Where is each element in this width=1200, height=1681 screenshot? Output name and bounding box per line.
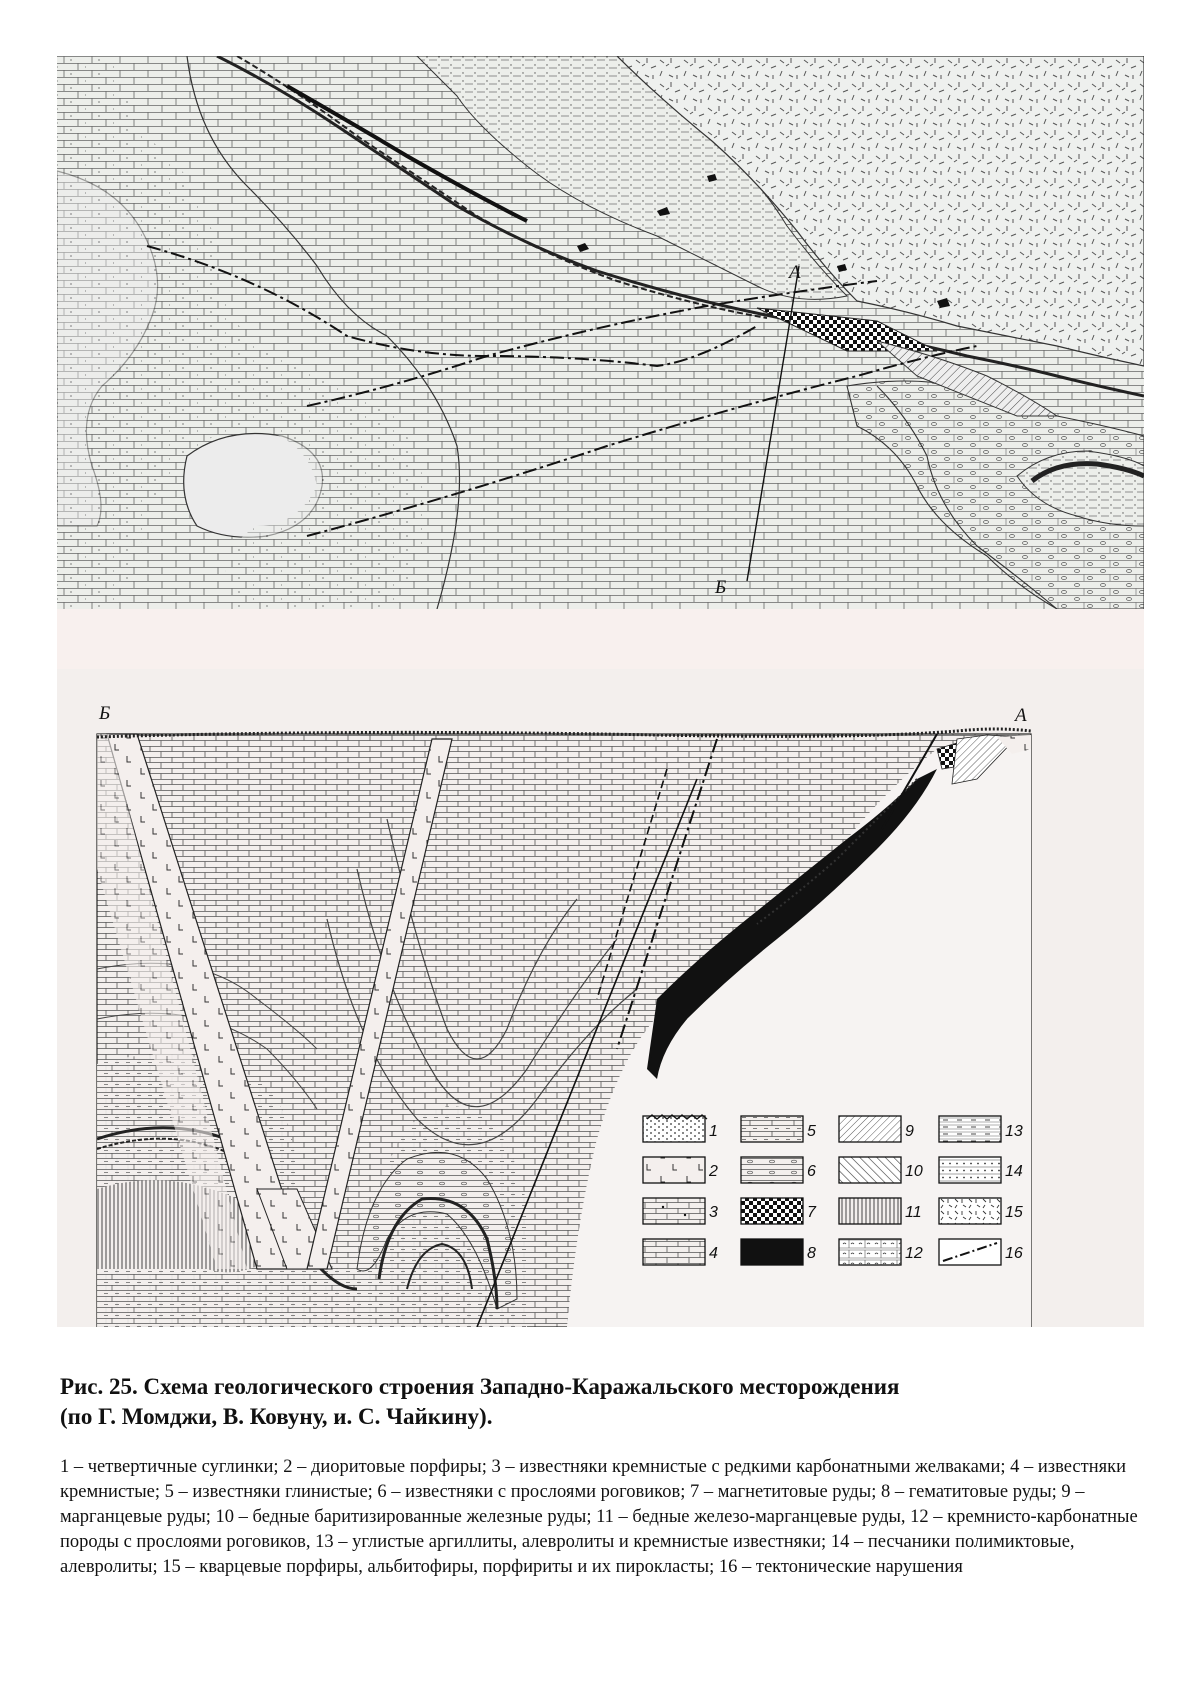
svg-text:1: 1 (709, 1123, 718, 1140)
geological-cross-section (57, 669, 1144, 1327)
panel-gap (57, 609, 1144, 669)
caption-line-2: (по Г. Момджи, В. Ковуну, и. С. Чайкину). (60, 1404, 493, 1429)
legend-explanation: 1 – четвертичные суглинки; 2 – диоритовые порфиры; 3 – известняки кремнистые с редкими карбонатными желваками; 4 – известняки кремнистые; 5 – известняки глинистые; 6 – известняки с прослоями роговиков; 7 – магнетитовые руды; 8 – гематитовые руды; 9 – марганцевые руды; 10 – бедные баритизированные железные руды; 11 – бедные железо-марганцевые руды, 12 – кремнисто-карбонатные породы с прослоями роговиков, 13 – углистые аргиллиты, алевролиты и кремнистые известняки; 14 – песчаники полимиктовые, алевролиты; 15 – кварцевые порфиры, альбитофиры, порфириты и их пирокласты; 16 – тектонические нарушения (60, 1457, 1138, 1577)
svg-text:12: 12 (905, 1245, 923, 1262)
svg-text:7: 7 (807, 1204, 816, 1221)
svg-text:14: 14 (1005, 1163, 1023, 1180)
svg-text:15: 15 (1005, 1204, 1023, 1221)
svg-text:10: 10 (905, 1163, 923, 1180)
svg-text:2: 2 (709, 1163, 718, 1180)
svg-text:4: 4 (709, 1245, 718, 1262)
svg-text:5: 5 (807, 1123, 816, 1140)
map-label-a: A (789, 262, 801, 283)
figure-caption (60, 1372, 1150, 1432)
geological-figure (57, 56, 1144, 1327)
svg-text:8: 8 (807, 1245, 816, 1262)
svg-text:13: 13 (1005, 1123, 1023, 1140)
geological-map (57, 56, 1144, 609)
cross-section-drawing (57, 669, 1144, 1327)
svg-text:16: 16 (1005, 1245, 1023, 1262)
svg-text:3: 3 (709, 1204, 718, 1221)
geological-map-drawing (57, 56, 1144, 609)
map-label-b: Б (715, 577, 727, 598)
section-label-b: Б (99, 703, 111, 724)
svg-text:11: 11 (905, 1204, 922, 1221)
caption-line-1: Рис. 25. Схема геологического строения Западно-Каражальского месторождения (60, 1374, 900, 1399)
section-label-a: А (1015, 705, 1027, 726)
svg-text:9: 9 (905, 1123, 914, 1140)
svg-text:6: 6 (807, 1163, 816, 1180)
